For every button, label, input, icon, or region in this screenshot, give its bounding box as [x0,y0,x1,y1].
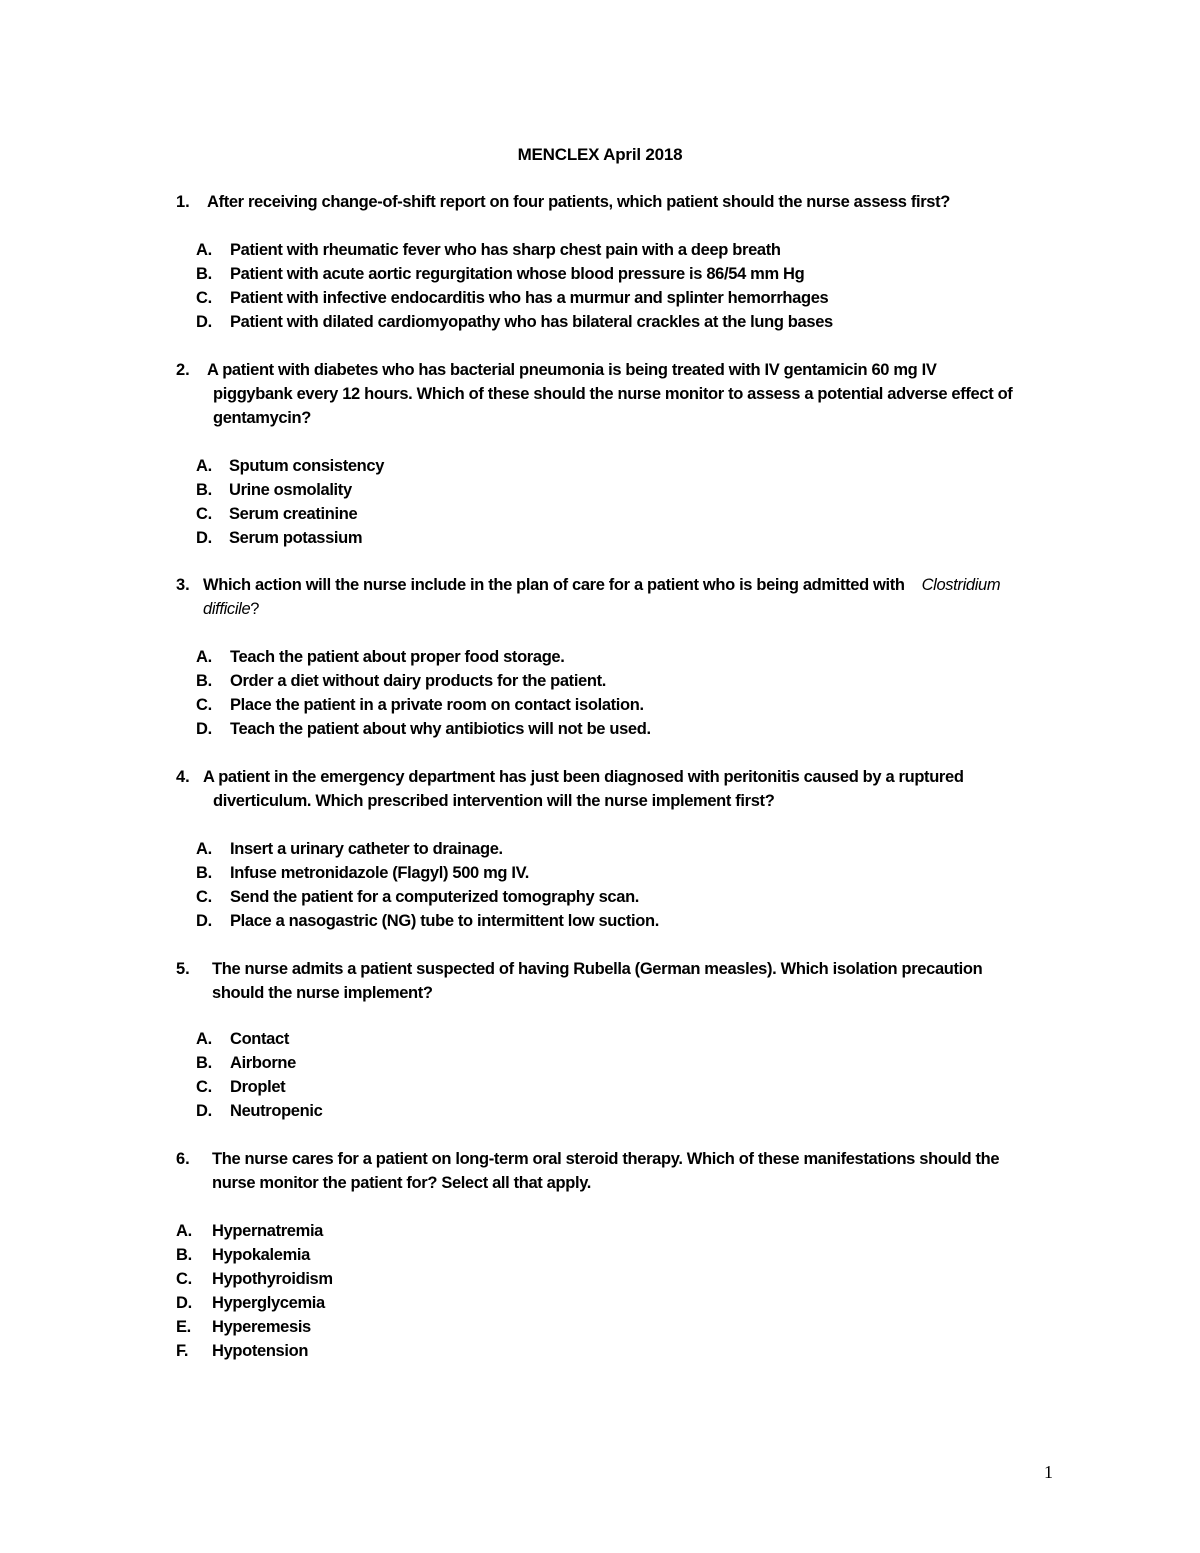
question-text: After receiving change-of-shift report on four patients, which patient should the nurse assess first? [207,193,951,211]
option-text: Place the patient in a private room on contact isolation. [230,696,644,714]
option-text: Serum creatinine [229,505,358,523]
option-text: Place a nasogastric (NG) tube to intermittent low suction. [230,912,659,930]
option-text: Hyperglycemia [212,1294,325,1312]
question-text-line-2: piggybank every 12 hours. Which of these should the nurse monitor to assess a potential adverse effect of [213,385,1013,403]
question-text-line-1: A patient in the emergency department has just been diagnosed with peritonitis caused by a ruptured [203,768,964,786]
option-text: Send the patient for a computerized tomography scan. [230,888,640,906]
option-text: Urine osmolality [229,481,352,499]
option-text: Insert a urinary catheter to drainage. [230,840,503,858]
question-text-line-2: diverticulum. Which prescribed intervention will the nurse implement first? [213,792,775,810]
question-text-line-2: should the nurse implement? [212,984,433,1002]
option-letter: B. [176,1246,192,1264]
option-letter: D. [176,1294,192,1312]
option-text: Patient with acute aortic regurgitation whose blood pressure is 86/54 mm Hg [230,265,805,283]
question-stem [207,358,1012,430]
option-text: Contact [230,1030,289,1048]
option-text: Sputum consistency [229,457,385,475]
question-stem [212,957,982,1005]
option-letter: A. [196,1030,212,1048]
option-letter: E. [176,1318,191,1336]
question-text-line-1: A patient with diabetes who has bacterial pneumonia is being treated with IV gentamicin 60 mg IV [207,361,937,379]
question-stem [203,765,964,813]
option-text: Order a diet without dairy products for the patient. [230,672,606,690]
option-text: Patient with rheumatic fever who has sharp chest pain with a deep breath [230,241,781,259]
question-number: 4. [176,768,190,786]
question-text-line-2 [203,597,1000,621]
option-text: Hypothyroidism [212,1270,333,1288]
option-text: Airborne [230,1054,296,1072]
option-letter: A. [196,840,212,858]
option-letter: C. [196,888,212,906]
question-number: 2. [176,361,190,379]
question-number: 3. [176,576,190,594]
document-title: MENCLEX April 2018 [517,145,683,164]
option-letter: A. [196,241,212,259]
option-letter: C. [196,289,212,307]
page-number: 1 [1044,1462,1053,1482]
option-text: Hypernatremia [212,1222,323,1240]
option-text: Teach the patient about proper food storage. [230,648,565,666]
option-letter: C. [176,1270,192,1288]
option-letter: A. [196,457,212,475]
option-text: Patient with infective endocarditis who has a murmur and splinter hemorrhages [230,289,829,307]
option-text: Patient with dilated cardiomyopathy who has bilateral crackles at the lung bases [230,313,833,331]
option-text: Hypotension [212,1342,309,1360]
question-number: 5. [176,960,190,978]
option-letter: B. [196,481,212,499]
question-text: Which action will the nurse include in the plan of care for a patient who is being admitted with [203,576,905,594]
option-letter: C. [196,1078,212,1096]
question-text-line-2: nurse monitor the patient for? Select all that apply. [212,1174,592,1192]
option-letter: D. [196,313,212,331]
option-text: Droplet [230,1078,286,1096]
option-letter: D. [196,912,212,930]
organism-name-part-2: difficile [203,600,251,618]
option-letter: B. [196,1054,212,1072]
option-letter: F. [176,1342,189,1360]
option-letter: C. [196,505,212,523]
question-stem [203,573,1000,621]
question-end-mark: ? [250,600,260,618]
option-letter: B. [196,672,212,690]
option-letter: D. [196,529,212,547]
question-stem [207,190,950,214]
question-number: 1. [176,193,190,211]
option-text: Neutropenic [230,1102,323,1120]
question-text-line-1 [203,573,1000,597]
option-text: Serum potassium [229,529,363,547]
option-letter: D. [196,720,212,738]
question-stem [212,1147,999,1195]
option-text: Infuse metronidazole (Flagyl) 500 mg IV. [230,864,529,882]
option-text: Hyperemesis [212,1318,311,1336]
option-letter: A. [196,648,212,666]
question-number: 6. [176,1150,190,1168]
question-text-line-3: gentamycin? [213,409,311,427]
question-text-line-1: The nurse admits a patient suspected of having Rubella (German measles). Which isolation precaution [212,960,983,978]
option-letter: C. [196,696,212,714]
option-text: Hypokalemia [212,1246,310,1264]
question-text-line-1: The nurse cares for a patient on long-term oral steroid therapy. Which of these manifestations should the [212,1150,1000,1168]
organism-name-part-1: Clostridium [921,576,1001,594]
option-letter: D. [196,1102,212,1120]
option-letter: A. [176,1222,192,1240]
option-text: Teach the patient about why antibiotics will not be used. [230,720,651,738]
option-letter: B. [196,864,212,882]
option-letter: B. [196,265,212,283]
